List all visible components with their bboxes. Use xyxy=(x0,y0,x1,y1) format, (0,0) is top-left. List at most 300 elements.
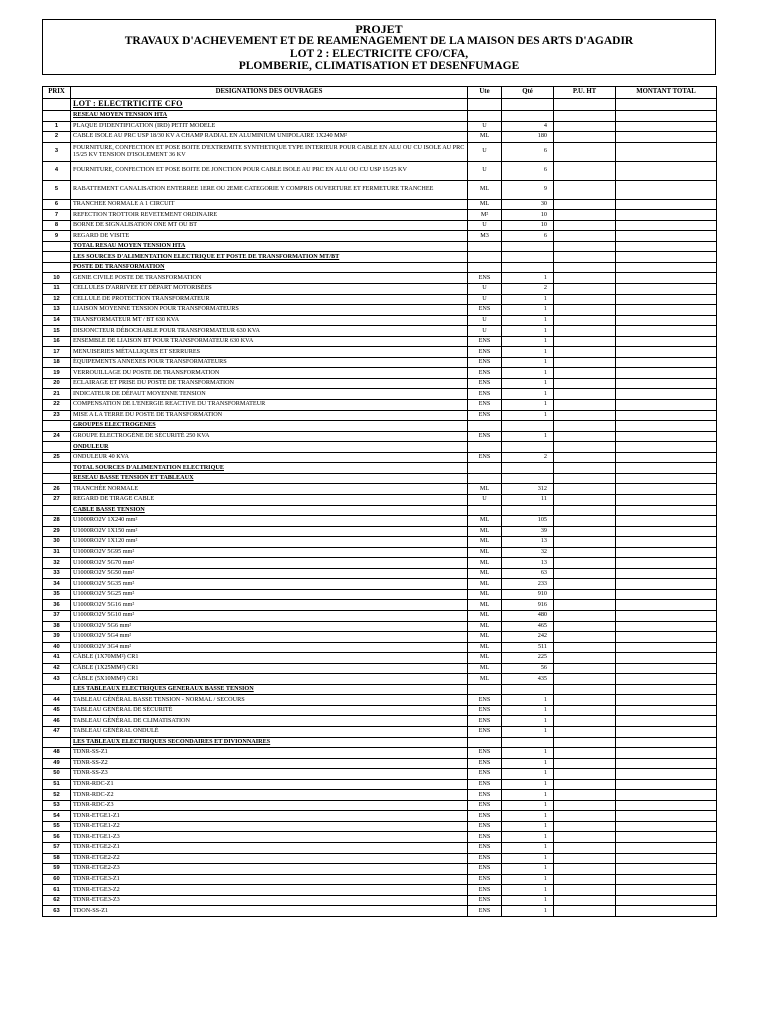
total-amount-cell xyxy=(616,336,717,347)
unit-price-cell xyxy=(554,262,616,273)
prix-cell xyxy=(43,99,71,111)
quantity-cell: 916 xyxy=(502,600,554,611)
quantity-cell: 10 xyxy=(502,220,554,231)
total-amount-cell xyxy=(616,632,717,643)
designation-cell: LES TABLEAUX ELECTRIQUES SECONDAIRES ET DIVIONNAIRES xyxy=(71,737,468,748)
prix-cell: 6 xyxy=(43,199,71,210)
unit-cell xyxy=(468,737,502,748)
prix-cell: 60 xyxy=(43,874,71,885)
designation-cell: LES SOURCES D'ALIMENTATION ELECTRIQUE ET POSTE DE TRANSFORMATION MT/BT xyxy=(71,252,468,263)
unit-cell: ENS xyxy=(468,790,502,801)
unit-price-cell xyxy=(554,180,616,199)
designation-cell: U1000RO2V 3G4 mm² xyxy=(71,642,468,653)
table-row xyxy=(43,180,717,199)
unit-price-cell xyxy=(554,748,616,759)
quantity-cell xyxy=(502,684,554,695)
unit-cell: ML xyxy=(468,589,502,600)
total-amount-cell xyxy=(616,674,717,685)
prix-cell: 7 xyxy=(43,210,71,221)
prix-cell: 49 xyxy=(43,758,71,769)
quantity-cell: 1 xyxy=(502,378,554,389)
designation-cell: GROUPE ÉLECTROGÈNE DE SÉCURITÉ 250 KVA xyxy=(71,431,468,442)
quantity-cell: 1 xyxy=(502,758,554,769)
unit-price-cell xyxy=(554,336,616,347)
quantity-cell: 6 xyxy=(502,142,554,161)
prix-cell: 18 xyxy=(43,357,71,368)
designation-cell: TDNR-RDC-Z2 xyxy=(71,790,468,801)
unit-cell xyxy=(468,463,502,474)
table-row xyxy=(43,558,717,569)
quantity-cell xyxy=(502,463,554,474)
unit-cell xyxy=(468,473,502,484)
designation-cell: TABLEAU GÉNÉRAL BASSE TENSION - NORMAL / SECOURS xyxy=(71,695,468,706)
unit-price-cell xyxy=(554,558,616,569)
table-row xyxy=(43,811,717,822)
title-line-scope: PLOMBERIE, CLIMATISATION ET DESENFUMAGE xyxy=(238,60,520,73)
total-amount-cell xyxy=(616,199,717,210)
table-row xyxy=(43,142,717,161)
table-row xyxy=(43,568,717,579)
prix-cell xyxy=(43,473,71,484)
unit-cell: ML xyxy=(468,632,502,643)
unit-cell: ENS xyxy=(468,885,502,896)
quantity-cell: 1 xyxy=(502,864,554,875)
quantity-cell: 13 xyxy=(502,558,554,569)
table-row xyxy=(43,695,717,706)
unit-price-cell xyxy=(554,526,616,537)
unit-cell xyxy=(468,442,502,453)
designation-cell: TDNR-ETGE1-Z3 xyxy=(71,832,468,843)
designation-cell: COMPENSATION DE L'ENERGIE REACTIVE DU TRANSFORMATEUR xyxy=(71,400,468,411)
unit-cell: ML xyxy=(468,484,502,495)
unit-price-cell xyxy=(554,716,616,727)
quantity-cell xyxy=(502,442,554,453)
prix-cell: 42 xyxy=(43,663,71,674)
unit-price-cell xyxy=(554,294,616,305)
prix-cell: 29 xyxy=(43,526,71,537)
total-amount-cell xyxy=(616,853,717,864)
prix-cell: 35 xyxy=(43,589,71,600)
unit-cell xyxy=(468,241,502,252)
designation-cell: CÂBLE (1X25MM²) CR1 xyxy=(71,663,468,674)
quantity-cell: 1 xyxy=(502,790,554,801)
quantity-cell: 2 xyxy=(502,452,554,463)
table-row xyxy=(43,326,717,337)
prix-cell: 2 xyxy=(43,132,71,143)
unit-price-cell xyxy=(554,779,616,790)
quantity-cell: 105 xyxy=(502,516,554,527)
unit-price-cell xyxy=(554,653,616,664)
quantity-cell: 11 xyxy=(502,494,554,505)
section-heading-row xyxy=(43,252,717,263)
prix-cell xyxy=(43,262,71,273)
unit-price-cell xyxy=(554,273,616,284)
designation-cell: REFECTION TROTTOIR REVETEMENT ORDINAIRE xyxy=(71,210,468,221)
total-amount-cell xyxy=(616,326,717,337)
total-amount-cell xyxy=(616,273,717,284)
quantity-cell: 30 xyxy=(502,199,554,210)
designation-cell: RESEAU BASSE TENSION ET TABLEAUX xyxy=(71,473,468,484)
designation-cell: U1000RO2V 1X150 mm² xyxy=(71,526,468,537)
unit-cell: ENS xyxy=(468,726,502,737)
unit-cell: U xyxy=(468,494,502,505)
table-row xyxy=(43,843,717,854)
unit-cell xyxy=(468,262,502,273)
table-row xyxy=(43,895,717,906)
unit-cell: ML xyxy=(468,674,502,685)
unit-price-cell xyxy=(554,832,616,843)
unit-cell: ENS xyxy=(468,410,502,421)
prix-cell: 48 xyxy=(43,748,71,759)
unit-price-cell xyxy=(554,642,616,653)
total-amount-cell xyxy=(616,547,717,558)
table-row xyxy=(43,294,717,305)
designation-cell: TDON-SS-Z1 xyxy=(71,906,468,917)
prix-cell: 61 xyxy=(43,885,71,896)
table-row xyxy=(43,336,717,347)
unit-price-cell xyxy=(554,600,616,611)
designation-cell: LES TABLEAUX ELECTRIQUES GENERAUX BASSE TENSION xyxy=(71,684,468,695)
total-amount-cell xyxy=(616,347,717,358)
prix-cell: 15 xyxy=(43,326,71,337)
total-amount-cell xyxy=(616,421,717,432)
table-header-row xyxy=(43,87,717,99)
total-amount-cell xyxy=(616,368,717,379)
total-amount-cell xyxy=(616,378,717,389)
unit-cell: ENS xyxy=(468,832,502,843)
quantity-cell: 10 xyxy=(502,210,554,221)
unit-cell: ENS xyxy=(468,357,502,368)
column-header-qte: Qté xyxy=(502,87,554,99)
unit-cell xyxy=(468,421,502,432)
unit-cell: ENS xyxy=(468,431,502,442)
table-row xyxy=(43,832,717,843)
unit-cell: ENS xyxy=(468,452,502,463)
unit-cell: ENS xyxy=(468,378,502,389)
unit-price-cell xyxy=(554,726,616,737)
prix-cell: 31 xyxy=(43,547,71,558)
quantity-cell: 6 xyxy=(502,161,554,180)
unit-cell: ENS xyxy=(468,864,502,875)
total-amount-cell xyxy=(616,142,717,161)
prix-cell: 58 xyxy=(43,853,71,864)
unit-price-cell xyxy=(554,853,616,864)
total-amount-cell xyxy=(616,452,717,463)
designation-cell: ONDULEUR xyxy=(71,442,468,453)
table-row xyxy=(43,132,717,143)
unit-cell: ENS xyxy=(468,273,502,284)
unit-price-cell xyxy=(554,305,616,316)
table-row xyxy=(43,716,717,727)
total-amount-cell xyxy=(616,442,717,453)
total-amount-cell xyxy=(616,726,717,737)
total-amount-cell xyxy=(616,180,717,199)
quantity-cell: 1 xyxy=(502,326,554,337)
total-amount-cell xyxy=(616,790,717,801)
total-amount-cell xyxy=(616,516,717,527)
designation-cell: U1000RO2V 5G6 mm² xyxy=(71,621,468,632)
unit-price-cell xyxy=(554,132,616,143)
designation-cell: REGARD DE TIRAGE CABLE xyxy=(71,494,468,505)
total-amount-cell xyxy=(616,220,717,231)
unit-cell: U xyxy=(468,142,502,161)
column-header-montant-total: MONTANT TOTAL xyxy=(616,87,717,99)
table-row xyxy=(43,315,717,326)
designation-cell: RABATTEMENT CANALISATION ENTERREE 1ERE OU 2EME CATEGORIE Y COMPRIS OUVERTURE ET FERMETURE TRANCHEE xyxy=(71,180,468,199)
designation-cell: TDNR-SS-Z2 xyxy=(71,758,468,769)
title-line-lot: LOT 2 : ELECTRICITE CFO/CFA, xyxy=(289,47,469,60)
total-amount-cell xyxy=(616,210,717,221)
prix-cell: 63 xyxy=(43,906,71,917)
total-amount-cell xyxy=(616,864,717,875)
unit-cell xyxy=(468,505,502,516)
quantity-cell: 1 xyxy=(502,874,554,885)
unit-price-cell xyxy=(554,357,616,368)
unit-price-cell xyxy=(554,874,616,885)
total-amount-cell xyxy=(616,800,717,811)
unit-price-cell xyxy=(554,737,616,748)
prix-cell: 28 xyxy=(43,516,71,527)
designation-cell: CABLE BASSE TENSION xyxy=(71,505,468,516)
unit-cell: ENS xyxy=(468,821,502,832)
prix-cell: 11 xyxy=(43,284,71,295)
quantity-cell: 1 xyxy=(502,748,554,759)
prix-cell: 36 xyxy=(43,600,71,611)
unit-price-cell xyxy=(554,99,616,111)
designation-cell: TDNR-RDC-Z1 xyxy=(71,779,468,790)
designation-cell: CELLULES D'ARRIVEE ET DÉPART MOTORISÉES xyxy=(71,284,468,295)
unit-price-cell xyxy=(554,121,616,132)
total-amount-cell xyxy=(616,357,717,368)
designation-cell: TDNR-ETGE2-Z1 xyxy=(71,843,468,854)
quantity-cell: 480 xyxy=(502,610,554,621)
table-row xyxy=(43,906,717,917)
quantity-cell xyxy=(502,262,554,273)
table-row xyxy=(43,864,717,875)
table-row xyxy=(43,284,717,295)
unit-price-cell xyxy=(554,400,616,411)
quantity-cell: 511 xyxy=(502,642,554,653)
total-amount-cell xyxy=(616,284,717,295)
total-amount-cell xyxy=(616,410,717,421)
column-header-prix: PRIX xyxy=(43,87,71,99)
table-row xyxy=(43,210,717,221)
unit-price-cell xyxy=(554,885,616,896)
quantity-cell: 242 xyxy=(502,632,554,643)
table-row xyxy=(43,220,717,231)
table-row xyxy=(43,758,717,769)
unit-cell: ENS xyxy=(468,779,502,790)
unit-cell: ENS xyxy=(468,695,502,706)
table-row xyxy=(43,410,717,421)
unit-price-cell xyxy=(554,695,616,706)
unit-price-cell xyxy=(554,758,616,769)
unit-cell: ML xyxy=(468,610,502,621)
designation-cell: U1000RO2V 1X240 mm² xyxy=(71,516,468,527)
total-amount-cell xyxy=(616,621,717,632)
quantity-cell: 233 xyxy=(502,579,554,590)
unit-price-cell xyxy=(554,199,616,210)
unit-cell: ENS xyxy=(468,758,502,769)
designation-cell: RESEAU MOYEN TENSION HTA xyxy=(71,111,468,122)
designation-cell: LIAISON MOYENNE TENSION POUR TRANSFORMATEURS xyxy=(71,305,468,316)
total-amount-cell xyxy=(616,132,717,143)
total-amount-cell xyxy=(616,473,717,484)
table-row xyxy=(43,378,717,389)
quantity-cell: 1 xyxy=(502,843,554,854)
unit-price-cell xyxy=(554,220,616,231)
quantity-cell: 1 xyxy=(502,705,554,716)
designation-cell: TDNR-ETGE3-Z1 xyxy=(71,874,468,885)
table-row xyxy=(43,231,717,242)
quantity-cell: 1 xyxy=(502,800,554,811)
unit-cell: U xyxy=(468,121,502,132)
title-line-project-name: TRAVAUX D'ACHEVEMENT ET DE REAMENAGEMENT DE LA MAISON DES ARTS D'AGADIR xyxy=(124,35,634,48)
total-amount-cell xyxy=(616,600,717,611)
section-heading-row xyxy=(43,442,717,453)
prix-cell: 46 xyxy=(43,716,71,727)
unit-price-cell xyxy=(554,705,616,716)
total-amount-cell xyxy=(616,843,717,854)
designation-cell: CÂBLE (1X70MM²) CR1 xyxy=(71,653,468,664)
designation-cell: TDNR-ETGE1-Z1 xyxy=(71,811,468,822)
table-row xyxy=(43,484,717,495)
total-amount-cell xyxy=(616,494,717,505)
total-amount-cell xyxy=(616,505,717,516)
unit-price-cell xyxy=(554,389,616,400)
table-row xyxy=(43,663,717,674)
unit-cell: ENS xyxy=(468,347,502,358)
designation-cell: TDNR-SS-Z1 xyxy=(71,748,468,759)
unit-cell: ENS xyxy=(468,906,502,917)
quantity-cell: 1 xyxy=(502,779,554,790)
unit-price-cell xyxy=(554,589,616,600)
unit-cell: ENS xyxy=(468,769,502,780)
column-header-pu-ht: P.U. HT xyxy=(554,87,616,99)
total-amount-cell xyxy=(616,748,717,759)
unit-price-cell xyxy=(554,864,616,875)
designation-cell: U1000RO2V 5G35 mm² xyxy=(71,579,468,590)
designation-cell: TRANCHEE NORMALE A 1 CIRCUIT xyxy=(71,199,468,210)
quantity-cell: 1 xyxy=(502,347,554,358)
quantity-cell: 1 xyxy=(502,431,554,442)
unit-cell: ML xyxy=(468,132,502,143)
total-amount-cell xyxy=(616,294,717,305)
unit-price-cell xyxy=(554,843,616,854)
quantity-cell: 465 xyxy=(502,621,554,632)
unit-cell xyxy=(468,111,502,122)
designation-cell: POSTE DE TRANSFORMATION xyxy=(71,262,468,273)
total-amount-cell xyxy=(616,231,717,242)
quantity-cell: 910 xyxy=(502,589,554,600)
total-amount-cell xyxy=(616,811,717,822)
unit-price-cell xyxy=(554,241,616,252)
table-row xyxy=(43,589,717,600)
designation-cell: TOTAL SOURCES D'ALIMENTATION ELECTRIQUE xyxy=(71,463,468,474)
prix-cell xyxy=(43,421,71,432)
unit-cell: ENS xyxy=(468,305,502,316)
quantity-cell: 39 xyxy=(502,526,554,537)
prix-cell: 25 xyxy=(43,452,71,463)
designation-cell: FOURNITURE, CONFECTION ET POSE BOITE D'EXTREMITE SYNTHETIQUE TYPE INTERIEUR POUR CABLE EN ALU OU CU ISOLE AU PRC 15/25 KV TENSION D'ISOLEMENT 36 KV xyxy=(71,142,468,161)
prix-cell: 56 xyxy=(43,832,71,843)
table-row xyxy=(43,400,717,411)
prix-cell xyxy=(43,111,71,122)
designation-cell: INDICATEUR DE DÉFAUT MOYENNE TENSION xyxy=(71,389,468,400)
prix-cell: 37 xyxy=(43,610,71,621)
table-row xyxy=(43,452,717,463)
table-body xyxy=(43,99,717,917)
unit-cell: ML xyxy=(468,558,502,569)
table-row xyxy=(43,853,717,864)
prix-cell xyxy=(43,463,71,474)
table-row xyxy=(43,821,717,832)
prix-cell: 16 xyxy=(43,336,71,347)
table-row xyxy=(43,389,717,400)
table-row xyxy=(43,357,717,368)
unit-cell: ENS xyxy=(468,811,502,822)
unit-price-cell xyxy=(554,347,616,358)
unit-price-cell xyxy=(554,421,616,432)
unit-cell: U xyxy=(468,315,502,326)
prix-cell: 43 xyxy=(43,674,71,685)
unit-price-cell xyxy=(554,111,616,122)
designation-cell: TDNR-SS-Z3 xyxy=(71,769,468,780)
unit-price-cell xyxy=(554,684,616,695)
prix-cell: 30 xyxy=(43,537,71,548)
designation-cell: REGARD DE VISITE xyxy=(71,231,468,242)
total-amount-cell xyxy=(616,400,717,411)
quantity-cell xyxy=(502,99,554,111)
designation-cell: DISJONCTEUR DÉBOCHABLE POUR TRANSFORMATEUR 630 KVA xyxy=(71,326,468,337)
designation-cell: TDNR-ETGE3-Z2 xyxy=(71,885,468,896)
designation-cell: U1000RO2V 5G16 mm² xyxy=(71,600,468,611)
prix-cell: 53 xyxy=(43,800,71,811)
unit-price-cell xyxy=(554,663,616,674)
prix-cell: 51 xyxy=(43,779,71,790)
prix-cell: 62 xyxy=(43,895,71,906)
table-row xyxy=(43,726,717,737)
section-heading-row xyxy=(43,111,717,122)
bill-of-quantities-table xyxy=(42,86,717,917)
total-amount-cell xyxy=(616,705,717,716)
unit-cell: ML xyxy=(468,579,502,590)
quantity-cell: 1 xyxy=(502,716,554,727)
prix-cell: 21 xyxy=(43,389,71,400)
designation-cell: CELLULE DE PROTECTION TRANSFORMATEUR xyxy=(71,294,468,305)
unit-cell: ENS xyxy=(468,874,502,885)
prix-cell: 12 xyxy=(43,294,71,305)
unit-price-cell xyxy=(554,210,616,221)
prix-cell: 22 xyxy=(43,400,71,411)
table-row xyxy=(43,610,717,621)
prix-cell: 45 xyxy=(43,705,71,716)
quantity-cell: 1 xyxy=(502,821,554,832)
prix-cell: 3 xyxy=(43,142,71,161)
unit-price-cell xyxy=(554,906,616,917)
quantity-cell: 1 xyxy=(502,305,554,316)
quantity-cell: 1 xyxy=(502,832,554,843)
quantity-cell: 225 xyxy=(502,653,554,664)
prix-cell xyxy=(43,737,71,748)
quantity-cell: 180 xyxy=(502,132,554,143)
unit-price-cell xyxy=(554,537,616,548)
column-header-ute: Ute xyxy=(468,87,502,99)
unit-price-cell xyxy=(554,505,616,516)
prix-cell xyxy=(43,442,71,453)
table-row xyxy=(43,199,717,210)
prix-cell: 1 xyxy=(43,121,71,132)
